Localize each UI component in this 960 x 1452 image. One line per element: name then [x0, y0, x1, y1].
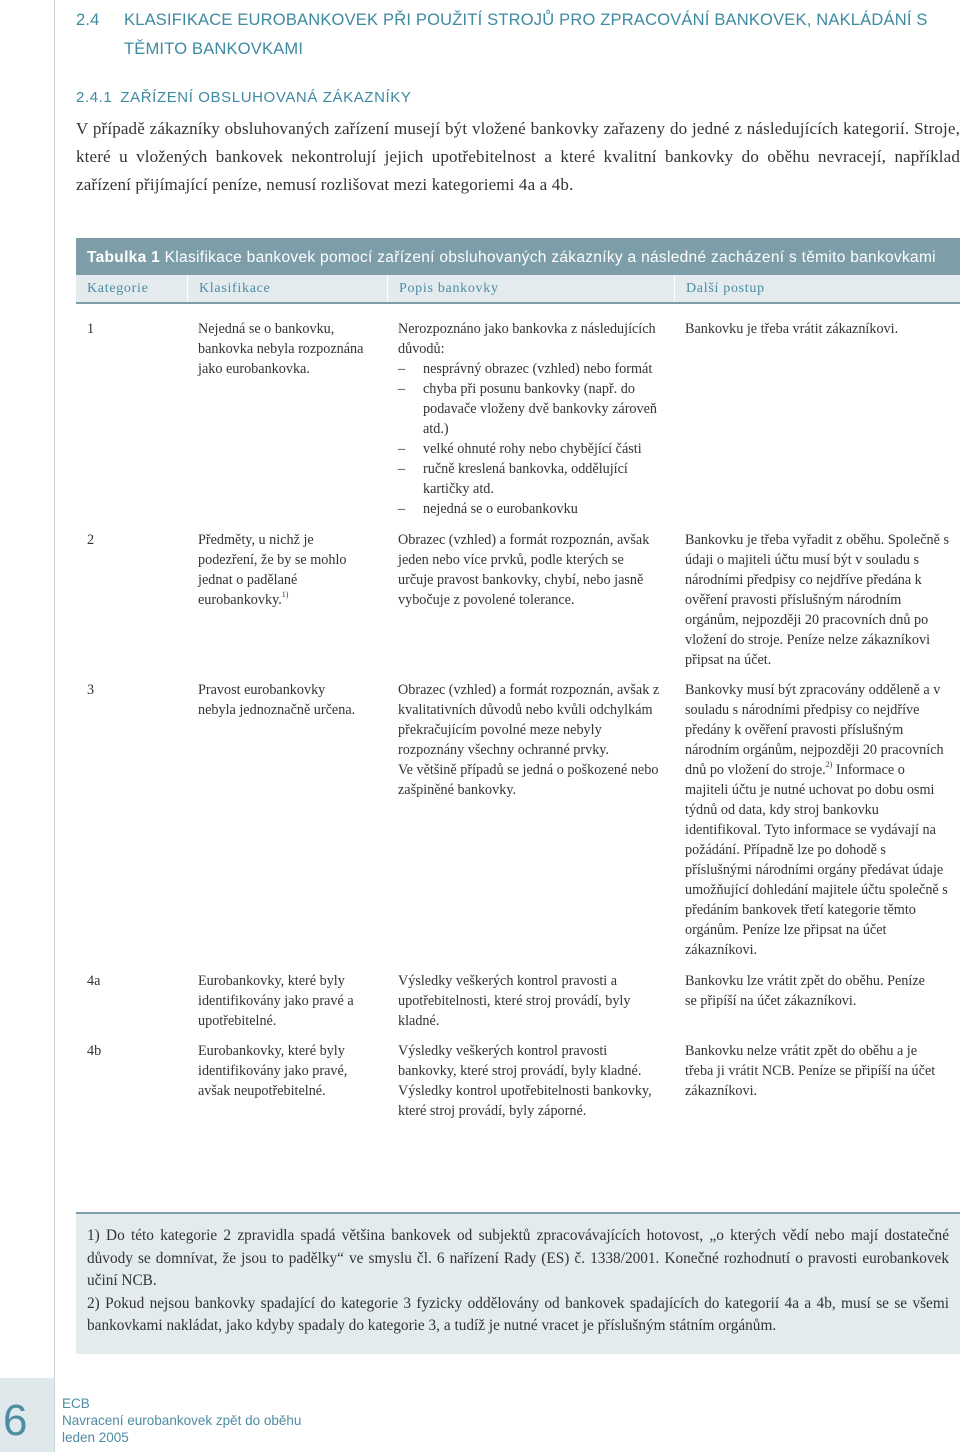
header-description: Popis bankovky: [387, 275, 674, 302]
footnote-ref: 2): [825, 760, 833, 769]
description-lead: Nerozpoznáno jako bankovka z následujících důvodů:: [398, 321, 656, 357]
cell-classification: Eurobankovky, které byly identifikovány jako pravé a upotřebitelné.: [198, 973, 354, 1029]
header-category: Kategorie: [87, 281, 149, 296]
action-text: Bankovky musí být zpracovány odděleně a v souladu s národními předpisy co nejdříve předány k ověření pravosti příslušným národním orgánům, nejpozději 20 pracovních dnů po vložení do stroje.: [685, 682, 944, 778]
cell-description: [387, 680, 674, 960]
cell-classification: Eurobankovky, které byly identifikovány jako pravé, avšak neupotřebitelné.: [198, 1043, 348, 1099]
description-text: Obrazec (vzhled) a formát rozpoznán, avšak z kvalitativních důvodů nebo kvůli odchylkám překračujícím povolné meze nebyly rozpoznány všechny ochranné prvky.: [398, 682, 660, 758]
cell-category: 3: [87, 682, 95, 698]
subsection-heading: [76, 89, 411, 106]
cell-classification: [187, 530, 387, 670]
footer-org: ECB: [62, 1396, 90, 1411]
table-row: [76, 680, 960, 960]
list-item: – nesprávný obrazec (vzhled) nebo formát: [398, 359, 660, 379]
table-caption: [76, 238, 960, 275]
page-footer: [62, 1395, 301, 1446]
header-classification: Klasifikace: [187, 275, 387, 302]
cell-classification: Pravost eurobankovky nebyla jednoznačně určena.: [198, 682, 356, 718]
cell-category: 4a: [87, 973, 101, 989]
table-caption-label: Tabulka 1: [87, 249, 161, 266]
cell-category: 1: [87, 321, 95, 337]
cell-action: [674, 680, 960, 960]
table-header: [76, 275, 960, 304]
cell-category: 2: [87, 532, 95, 548]
page-number: 6: [3, 1396, 28, 1445]
subsection-number: 2.4.1: [76, 89, 113, 106]
cell-description: Výsledky veškerých kontrol pravosti a upotřebitelnosti, které stroj provádí, byly kladné.: [398, 973, 631, 1029]
table-row: [76, 971, 960, 1031]
cell-category: 4b: [87, 1043, 102, 1059]
cell-classification: Nejedná se o bankovku, bankovka nebyla rozpoznána jako eurobankovka.: [198, 321, 364, 377]
table-caption-text: Klasifikace bankovek pomocí zařízení obsluhovaných zákazníky a následné zacházení s těmito bankovkami: [164, 249, 936, 266]
subsection-title: ZAŘÍZENÍ OBSLUHOVANÁ ZÁKAZNÍKY: [120, 89, 412, 106]
footnote-2: 2) Pokud nejsou bankovky spadající do kategorie 3 fyzicky oddělovány od bankovek spadajících do kategorií 4a a 4b, musí se se všemi bankovkami nakládat, jako kdyby spadaly do kategorie 3, a tudíž je nutné vracet je příslušným státním orgánům.: [87, 1294, 949, 1334]
footer-date: leden 2005: [62, 1430, 129, 1445]
action-text-rest: Informace o majiteli účtu je nutné uchovat po dobu osmi týdnů od data, kdy stroj bankovku identifikoval. Tyto informace se vydávají na požádání. Případně lze po dohodě s příslušnými národními orgány předávat údaje umožňující dohledání majitele účtu společně s předáním bankovek třetí kategorie těmto orgánům. Peníze lze připsat na účet zákazníkovi.: [685, 762, 948, 958]
list-item: – velké ohnuté rohy nebo chybějící části: [398, 439, 660, 459]
table-row: [76, 319, 960, 519]
description-extra: Ve většině případů se jedná o poškozené nebo zašpiněné bankovky.: [398, 762, 659, 798]
cell-action: Bankovku lze vrátit zpět do oběhu. Peníze se připíší na účet zákazníkovi.: [685, 973, 925, 1009]
cell-action: Bankovku nelze vrátit zpět do oběhu a je třeba ji vrátit NCB. Peníze se připíší na účet zákazníkovi.: [685, 1043, 936, 1099]
list-item: – nejedná se o eurobankovku: [398, 499, 660, 519]
description-list: [398, 359, 660, 519]
list-item: – chyba při posunu bankovky (např. do podavače vloženy dvě bankovky zároveň atd.): [398, 379, 660, 439]
section-number: 2.4: [76, 11, 100, 29]
header-action: Další postup: [674, 275, 960, 302]
cell-action: Bankovku je třeba vrátit zákazníkovi.: [685, 321, 899, 337]
footer-doc-title: Navracení eurobankovek zpět do oběhu: [62, 1413, 302, 1428]
classification-text: Předměty, u nichž je podezření, že by se mohlo jednat o padělané eurobankovky.: [198, 532, 347, 608]
footnotes-box: [76, 1212, 960, 1354]
cell-description: Obrazec (vzhled) a formát rozpoznán, avšak jeden nebo více prvků, podle kterých se určuje pravost bankovky, chybí, nebo jasně vybočuje z povolené tolerance.: [398, 532, 650, 608]
table-row: [76, 530, 960, 670]
cell-description: Výsledky veškerých kontrol pravosti bankovky, které stroj provádí, byly kladné. Výsledky kontrol upotřebitelnosti bankovky, které stroj provádí, byly záporné.: [398, 1043, 652, 1119]
intro-paragraph: V případě zákazníky obsluhovaných zařízení musejí být vložené bankovky zařazeny do jedné z následujících kategorií. Stroje, které u vložených bankovek nekontrolují jejich upotřebitelnost a které kvalitní bankovky do oběhu nevracejí, například zařízení přijímající peníze, nemusí rozlišovat mezi kategoriemi 4a a 4b.: [76, 119, 960, 194]
table-row: [76, 1041, 960, 1121]
section-title: KLASIFIKACE EUROBANKOVEK PŘI POUŽITÍ STROJŮ PRO ZPRACOVÁNÍ BANKOVEK, NAKLÁDÁNÍ S TĚMITO BANKOVKAMI: [124, 11, 928, 58]
page-number-box: [0, 1378, 54, 1452]
section-heading: [76, 6, 946, 64]
footnote-ref: 1): [281, 590, 289, 599]
cell-action: Bankovku je třeba vyřadit z oběhu. Společně s údaji o majiteli účtu musí být v souladu s národními předpisy co nejdříve předána k ověření pravosti příslušným národním orgánům, nejpozději 20 pracovních dnů po vložení do stroje. Peníze nelze zákazníkovi připsat na účet.: [685, 532, 949, 668]
left-margin-rule: [54, 0, 55, 1452]
footnote-1: 1) Do této kategorie 2 zpravidla spadá většina bankovek od subjektů zpracovávajících hotovost, „o kterých vědí nebo mají dostatečné důvody se domnívat, že jsou to padělky“ ve smyslu čl. 6 nařízení Rady (ES) č. 1338/2001. Konečné rozhodnutí o pravosti eurobankovek učiní NCB.: [87, 1227, 949, 1289]
classification-table: [76, 238, 960, 1121]
list-item: – ručně kreslená bankovka, oddělující kartičky atd.: [398, 459, 660, 499]
cell-description: [387, 319, 674, 519]
